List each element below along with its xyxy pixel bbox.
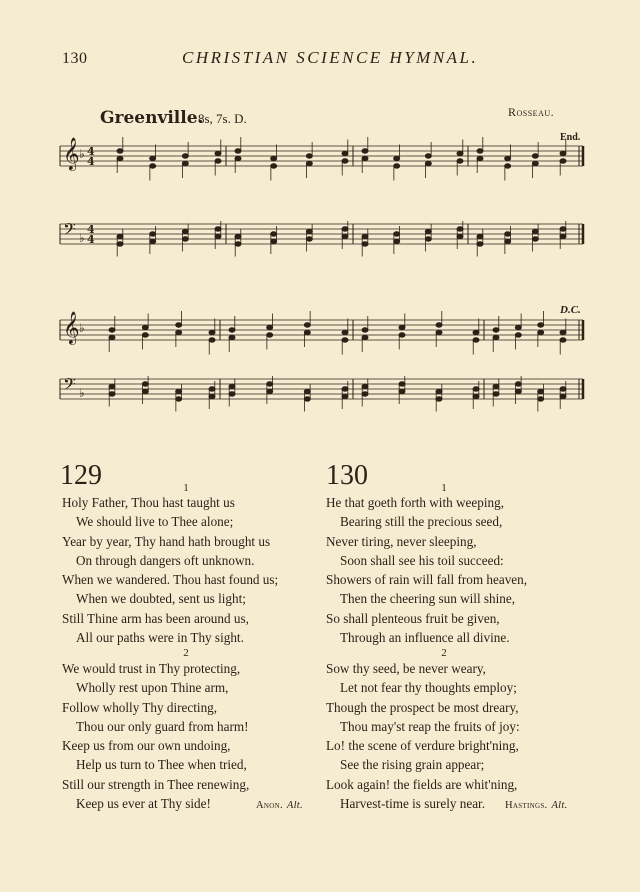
page-number: 130 (62, 50, 88, 67)
note-head (515, 333, 521, 337)
note-head (515, 325, 521, 329)
note-head (229, 392, 235, 396)
note-head (229, 328, 235, 332)
note-head (182, 229, 188, 233)
tune-meter: 8s, 7s. D. (198, 111, 247, 126)
verse-line: Year by year, Thy hand hath brought us (62, 533, 271, 549)
note-head (362, 234, 368, 238)
note-head (215, 151, 221, 155)
note-head (235, 234, 241, 238)
treble-clef-icon: 𝄞 (63, 311, 80, 344)
note-head (473, 338, 479, 342)
note-head (515, 389, 521, 393)
note-head (117, 149, 123, 153)
note-head (560, 330, 566, 334)
note-head (362, 392, 368, 396)
note-head (342, 151, 348, 155)
author-note: Alt. (286, 800, 303, 811)
note-head (560, 394, 566, 398)
note-head (457, 234, 463, 238)
verse-line: On through dangers oft unknown. (76, 552, 255, 568)
note-head (493, 392, 499, 396)
note-head (515, 382, 521, 386)
note-head (394, 156, 400, 160)
note-head (271, 164, 277, 168)
note-head (560, 227, 566, 231)
verse-line: Still our strength in Thee renewing, (62, 776, 250, 792)
verse-line: So shall plenteous fruit be given, (326, 610, 500, 626)
note-head (425, 237, 431, 241)
note-head (560, 151, 566, 155)
note-head (362, 156, 368, 160)
note-head (306, 154, 312, 158)
note-head (150, 156, 156, 160)
note-head (306, 229, 312, 233)
verse-line: When we wandered. Thou hast found us; (62, 572, 279, 588)
note-head (209, 338, 215, 342)
note-head (150, 232, 156, 236)
hymn-number-129: 129 (60, 460, 102, 491)
note-head (425, 154, 431, 158)
verse-line: All our paths were in Thy sight. (76, 630, 244, 646)
note-head (150, 239, 156, 243)
note-head (505, 164, 511, 168)
tune-name: Greenville. (100, 108, 204, 128)
note-head (399, 333, 405, 337)
stanza-number: 2 (441, 647, 447, 659)
time-signature: 4 (87, 155, 95, 168)
note-head (109, 335, 115, 339)
note-head (538, 330, 544, 334)
note-head (362, 328, 368, 332)
note-head (342, 394, 348, 398)
verse-line: Follow wholly Thy directing, (62, 699, 218, 715)
verse-line: Through an influence all divine. (340, 630, 510, 646)
note-head (425, 229, 431, 233)
note-head (182, 161, 188, 165)
flat-icon: ♭ (79, 321, 85, 335)
verse-line: See the rising grain appear; (340, 757, 485, 773)
note-head (362, 335, 368, 339)
note-head (560, 234, 566, 238)
verse-line: Holy Father, Thou hast taught us (62, 495, 235, 510)
note-head (117, 234, 123, 238)
note-head (209, 394, 215, 398)
note-head (532, 154, 538, 158)
note-head (473, 387, 479, 391)
note-head (342, 159, 348, 163)
bass-clef-icon: 𝄢 (63, 219, 76, 243)
note-head (505, 232, 511, 236)
note-head (342, 227, 348, 231)
music-staves (60, 137, 583, 412)
note-head (436, 389, 442, 393)
note-head (342, 338, 348, 342)
note-head (342, 387, 348, 391)
note-head (182, 237, 188, 241)
verse-line: Help us turn to Thee when tried, (76, 757, 247, 773)
note-head (477, 156, 483, 160)
note-head (394, 239, 400, 243)
note-head (304, 389, 310, 393)
note-head (532, 229, 538, 233)
note-head (176, 397, 182, 401)
note-head (436, 323, 442, 327)
flat-icon: ♭ (79, 147, 85, 161)
note-head (229, 335, 235, 339)
verse-line: We should live to Thee alone; (76, 514, 234, 530)
author-name: Hastings. (505, 800, 548, 811)
note-head (394, 232, 400, 236)
note-head (176, 323, 182, 327)
dc-mark: D.C. (560, 304, 581, 316)
note-head (209, 387, 215, 391)
treble-clef-icon: 𝄞 (63, 137, 80, 170)
note-head (271, 232, 277, 236)
note-head (267, 333, 273, 337)
note-head (267, 325, 273, 329)
note-head (538, 323, 544, 327)
note-head (117, 242, 123, 246)
note-head (457, 151, 463, 155)
note-head (306, 237, 312, 241)
note-head (176, 330, 182, 334)
note-head (538, 397, 544, 401)
note-head (505, 156, 511, 160)
verse-line: Thou may'st reap the fruits of joy: (340, 718, 520, 734)
note-head (150, 164, 156, 168)
note-head (532, 237, 538, 241)
note-head (142, 333, 148, 337)
time-signature: 4 (87, 145, 95, 158)
note-head (142, 382, 148, 386)
verse-line: Let not fear thy thoughts employ; (340, 680, 517, 696)
note-head (477, 149, 483, 153)
hymn-number-130: 130 (326, 460, 368, 491)
note-head (362, 384, 368, 388)
note-head (505, 239, 511, 243)
hymn-130-stanza-1 (326, 493, 527, 647)
verse-line: Sow thy seed, be never weary, (326, 661, 486, 676)
verse-line: Bearing still the precious seed, (340, 514, 503, 530)
flat-icon: ♭ (79, 231, 85, 245)
note-head (342, 330, 348, 334)
note-head (493, 328, 499, 332)
note-head (477, 242, 483, 246)
note-head (560, 159, 566, 163)
note-head (362, 149, 368, 153)
verse-line: Showers of rain will fall from heaven, (326, 572, 528, 588)
note-head (532, 161, 538, 165)
end-mark: End. (560, 132, 581, 143)
note-head (215, 159, 221, 163)
note-head (304, 330, 310, 334)
note-head (399, 382, 405, 386)
note-head (425, 161, 431, 165)
verse-line: When we doubted, sent us light; (76, 591, 246, 607)
music-score (0, 0, 640, 430)
note-head (457, 227, 463, 231)
verse-line: Lo! the scene of verdure bright'ning, (326, 738, 519, 754)
verse-line: Harvest-time is surely near. (340, 796, 486, 812)
flat-icon: ♭ (79, 386, 85, 400)
verse-line: Soon shall see his toil succeed: (340, 552, 504, 568)
stanza-number: 1 (183, 482, 189, 494)
bass-clef-icon: 𝄢 (63, 374, 76, 398)
hymn-130-stanza-2 (326, 659, 520, 813)
verse-line: We would trust in Thy protecting, (62, 661, 241, 676)
note-head (215, 234, 221, 238)
note-head (493, 384, 499, 388)
note-head (235, 242, 241, 246)
note-head (560, 387, 566, 391)
note-head (271, 156, 277, 160)
note-head (457, 159, 463, 163)
verse-line: Wholly rest upon Thine arm, (76, 680, 229, 696)
verse-line: Keep us from our own undoing, (62, 738, 231, 754)
note-head (342, 234, 348, 238)
note-head (304, 323, 310, 327)
note-head (182, 154, 188, 158)
stanza-number: 2 (183, 647, 189, 659)
note-head (109, 328, 115, 332)
note-head (560, 338, 566, 342)
author-note: Alt. (551, 800, 568, 811)
note-head (109, 384, 115, 388)
hymn-129-stanza-2 (62, 659, 249, 813)
hymn-130-author (505, 800, 568, 811)
note-head (436, 330, 442, 334)
verse-line: Look again! the fields are whit'ning, (326, 776, 518, 792)
stanza-number: 1 (441, 482, 447, 494)
verse-line: Then the cheering sun will shine, (340, 591, 516, 607)
time-signature: 4 (87, 233, 95, 246)
verse-line: Thou our only guard from harm! (76, 718, 249, 734)
note-head (271, 239, 277, 243)
note-head (235, 149, 241, 153)
note-head (473, 394, 479, 398)
verse-line: Though the prospect be most dreary, (326, 699, 519, 715)
note-head (436, 397, 442, 401)
hymn-129-author (256, 800, 303, 811)
note-head (142, 389, 148, 393)
author-name: Anon. (256, 800, 283, 811)
note-head (304, 397, 310, 401)
note-head (117, 156, 123, 160)
note-head (109, 392, 115, 396)
note-head (229, 384, 235, 388)
hymn-129-stanza-1 (62, 493, 278, 647)
verse-line: Still Thine arm has been around us, (62, 610, 249, 626)
note-head (176, 389, 182, 393)
note-head (477, 234, 483, 238)
note-head (267, 382, 273, 386)
note-head (142, 325, 148, 329)
note-head (493, 335, 499, 339)
verse-line: He that goeth forth with weeping, (326, 495, 504, 510)
running-title: CHRISTIAN SCIENCE HYMNAL. (182, 48, 479, 67)
note-head (473, 330, 479, 334)
tune-composer: Rosseau. (508, 105, 555, 119)
verse-line: Never tiring, never sleeping, (326, 533, 477, 549)
note-head (235, 156, 241, 160)
time-signature: 4 (87, 223, 95, 236)
note-head (215, 227, 221, 231)
note-head (362, 242, 368, 246)
note-head (399, 389, 405, 393)
note-head (306, 161, 312, 165)
note-head (538, 389, 544, 393)
note-head (399, 325, 405, 329)
note-head (209, 330, 215, 334)
note-head (394, 164, 400, 168)
verse-line: Keep us ever at Thy side! (76, 796, 211, 812)
note-head (267, 389, 273, 393)
